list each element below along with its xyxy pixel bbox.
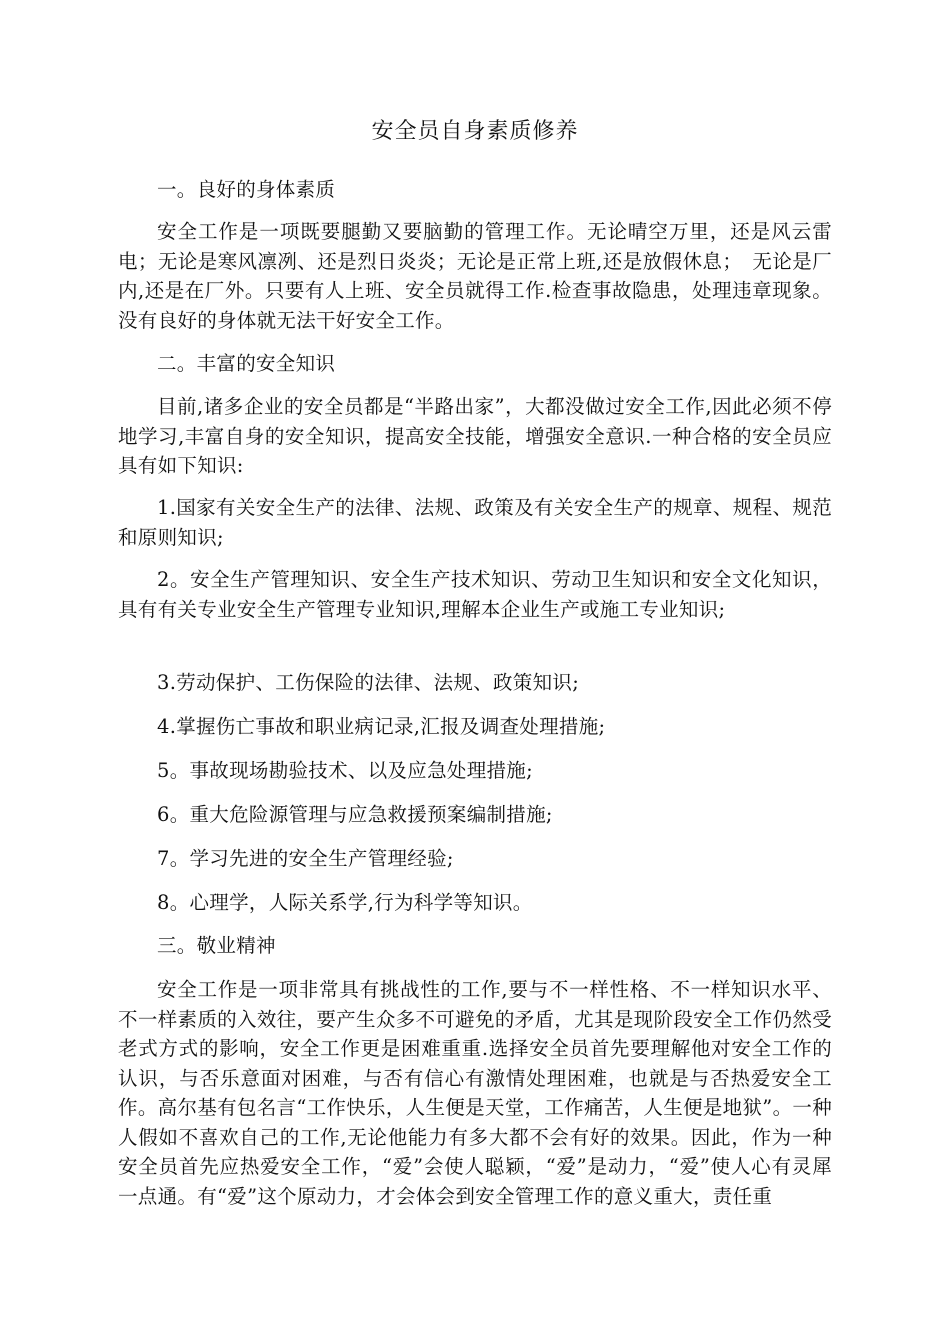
knowledge-item-7: 7。学习先进的安全生产管理经验; [157, 847, 454, 870]
paragraph-knowledge-intro: 目前,诸多企业的安全员都是“半路出家”，大都没做过安全工作,因此必须不停地学习,丰富自身的安全知识，提高安全技能，增强安全意识.一种合格的安全员应具有如下知识: [118, 395, 832, 477]
knowledge-item-3: 3.劳动保护、工伤保险的法律、法规、政策知识; [157, 671, 580, 694]
paragraph-dedication: 安全工作是一项非常具有挑战性的工作,要与不一样性格、不一样知识水平、不一样素质的入效往，要产生众多不可避免的矛盾，尤其是现阶段安全工作仍然受老式方式的影响，安全工作更是困难重重.选择安全员首先要理解他对安全工作的认识，与否乐意面对困难，与否有信心有激情处理困难，也就是与否热爱安全工作。高尔基有包名言“工作快乐，人生便是天堂，工作痛苦，人生便是地狱”。一种人假如不喜欢自己的工作,无论他能力有多大都不会有好的效果。因此，作为一种安全员首先应热爱安全工作，“爱”会使人聪颖，“爱”是动力，“爱”使人心有灵犀一点通。有“爱”这个原动力，才会体会到安全管理工作的意义重大，责任重 [118, 978, 832, 1208]
paragraph-physical-quality: 安全工作是一项既要腿勤又要脑勤的管理工作。无论晴空万里，还是风云雷电；无论是寒风凛冽、还是烈日炎炎；无论是正常上班,还是放假休息； 无论是厂内,还是在厂外。只要有人上班、安全员就得工作.检查事故隐患，处理违章现象。没有良好的身体就无法干好安全工作。 [118, 220, 832, 332]
knowledge-item-6: 6。重大危险源管理与应急救援预案编制措施; [157, 803, 553, 826]
section-heading-physical: 一。良好的身体素质 [157, 178, 336, 201]
document-title: 安全员自身素质修养 [371, 119, 579, 144]
knowledge-item-8: 8。心理学，人际关系学,行为科学等知识。 [157, 891, 533, 914]
section-heading-dedication: 三。敬业精神 [157, 934, 276, 957]
knowledge-item-1: 1.国家有关安全生产的法律、法规、政策及有关安全生产的规章、规程、规范和原则知识; [118, 496, 832, 549]
section-heading-knowledge: 二。丰富的安全知识 [157, 352, 336, 375]
knowledge-item-2: 2。安全生产管理知识、安全生产技术知识、劳动卫生知识和安全文化知识，具有有关专业安全生产管理专业知识,理解本企业生产或施工专业知识; [118, 568, 832, 621]
knowledge-item-4: 4.掌握伤亡事故和职业病记录,汇报及调查处理措施; [157, 715, 606, 738]
knowledge-item-5: 5。事故现场勘验技术、以及应急处理措施; [157, 759, 533, 782]
